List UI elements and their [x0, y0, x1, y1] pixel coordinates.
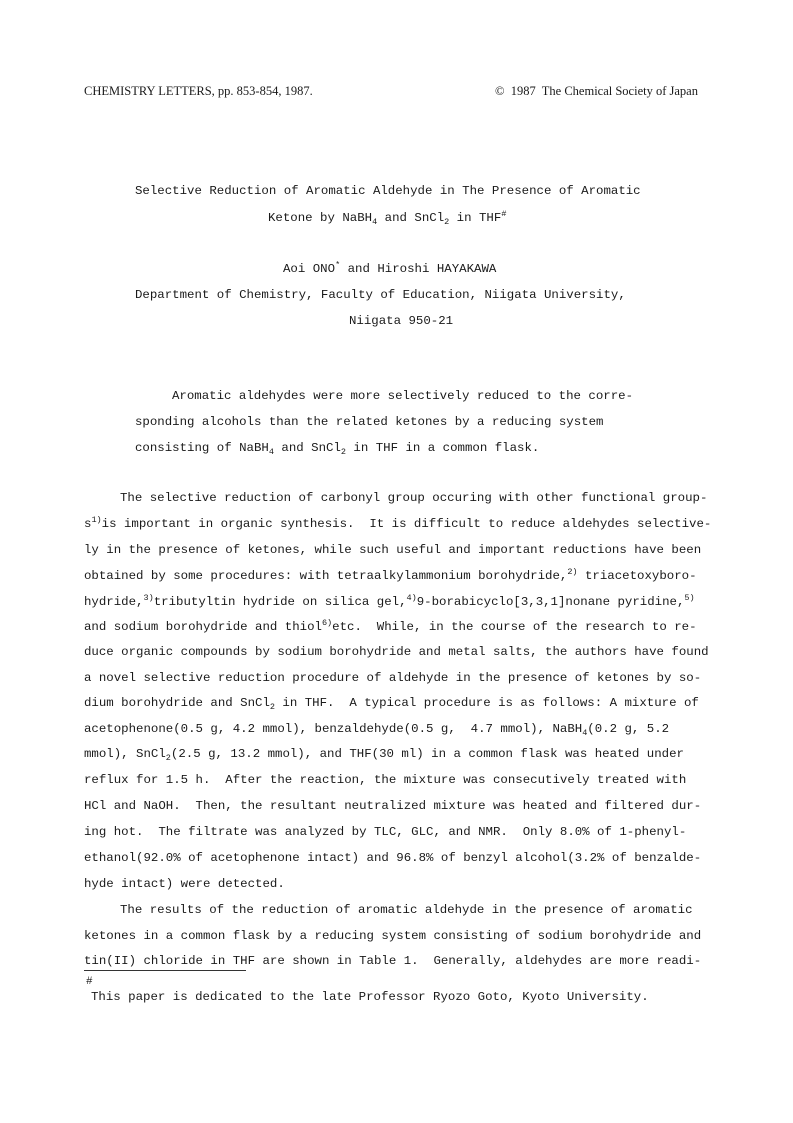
body-line: HCl and NaOH. Then, the resultant neutralized mixture was heated and filtered dur- [84, 799, 702, 813]
body-line: The results of the reduction of aromatic aldehyde in the presence of aromatic [120, 903, 693, 917]
paper-title-line-1: Selective Reduction of Aromatic Aldehyde in The Presence of Aromatic [135, 184, 641, 198]
body-line: and sodium borohydride and thiol$^{6)}$etc. While, in the course of the research to re- [84, 618, 697, 634]
body-line: obtained by some procedures: with tetraalkylammonium borohydride,$^{2)}$ triacetoxyboro- [84, 567, 697, 583]
body-line: ly in the presence of ketones, while such useful and important reductions have been [84, 543, 702, 557]
body-line: ing hot. The filtrate was analyzed by TLC, GLC, and NMR. Only 8.0% of 1-phenyl- [84, 825, 687, 839]
body-line: hydride,$^{3)}$tributyltin hydride on silica gel,$^{4)}$9-borabicyclo[3,3,1]nonane pyridine,$^{5)}$ [84, 593, 695, 609]
abstract-line-1: Aromatic aldehydes were more selectively reduced to the corre- [172, 389, 634, 403]
body-line: tin(II) chloride in THF are shown in Table 1. Generally, aldehydes are more readi- [84, 954, 702, 968]
copyright-notice: © 1987 The Chemical Society of Japan [495, 84, 698, 98]
body-line: a novel selective reduction procedure of aldehyde in the presence of ketones by so- [84, 671, 702, 685]
authors: Aoi ONO* and Hiroshi HAYAKAWA [283, 260, 497, 276]
body-line: duce organic compounds by sodium borohydride and metal salts, the authors have found [84, 645, 709, 659]
affiliation-line-1: Department of Chemistry, Faculty of Education, Niigata University, [135, 288, 626, 302]
footnote-text: This paper is dedicated to the late Professor Ryozo Goto, Kyoto University. [91, 990, 649, 1004]
paper-title-line-2: Ketone by NaBH$_4$ and SnCl$_2$ in THF# [268, 209, 507, 227]
body-line: $s^{1)}is$ important in organic synthesis. It is difficult to reduce aldehydes selective- [84, 515, 712, 531]
affiliation-line-2: Niigata 950-21 [349, 314, 454, 328]
body-line: acetophenone(0.5 g, 4.2 mmol), benzaldehyde(0.5 g, 4.7 mmol), NaBH$_4$(0.2 g, 5.2 [84, 722, 670, 738]
body-line: dium borohydride and SnCl$_2$ in THF. A typical procedure is as follows: A mixture of [84, 696, 699, 712]
body-line: mmol), SnCl$_2$(2.5 g, 13.2 mmol), and THF(30 ml) in a common flask was heated under [84, 747, 684, 763]
body-line: hyde intact) were detected. [84, 877, 285, 891]
journal-citation: CHEMISTRY LETTERS, pp. 853-854, 1987. [84, 84, 313, 98]
abstract-line-2: sponding alcohols than the related ketones by a reducing system [135, 415, 604, 429]
body-line: ketones in a common flask by a reducing system consisting of sodium borohydride and [84, 929, 702, 943]
abstract-line-3: consisting of NaBH$_4$ and SnCl$_2$ in THF in a common flask. [135, 441, 540, 457]
body-line: ethanol(92.0% of acetophenone intact) and 96.8% of benzyl alcohol(3.2% of benzalde- [84, 851, 702, 865]
footnote-rule [84, 970, 246, 971]
body-line: reflux for 1.5 h. After the reaction, the mixture was consecutively treated with [84, 773, 687, 787]
body-line: The selective reduction of carbonyl group occuring with other functional group- [120, 491, 708, 505]
footnote-mark: # [86, 976, 93, 988]
